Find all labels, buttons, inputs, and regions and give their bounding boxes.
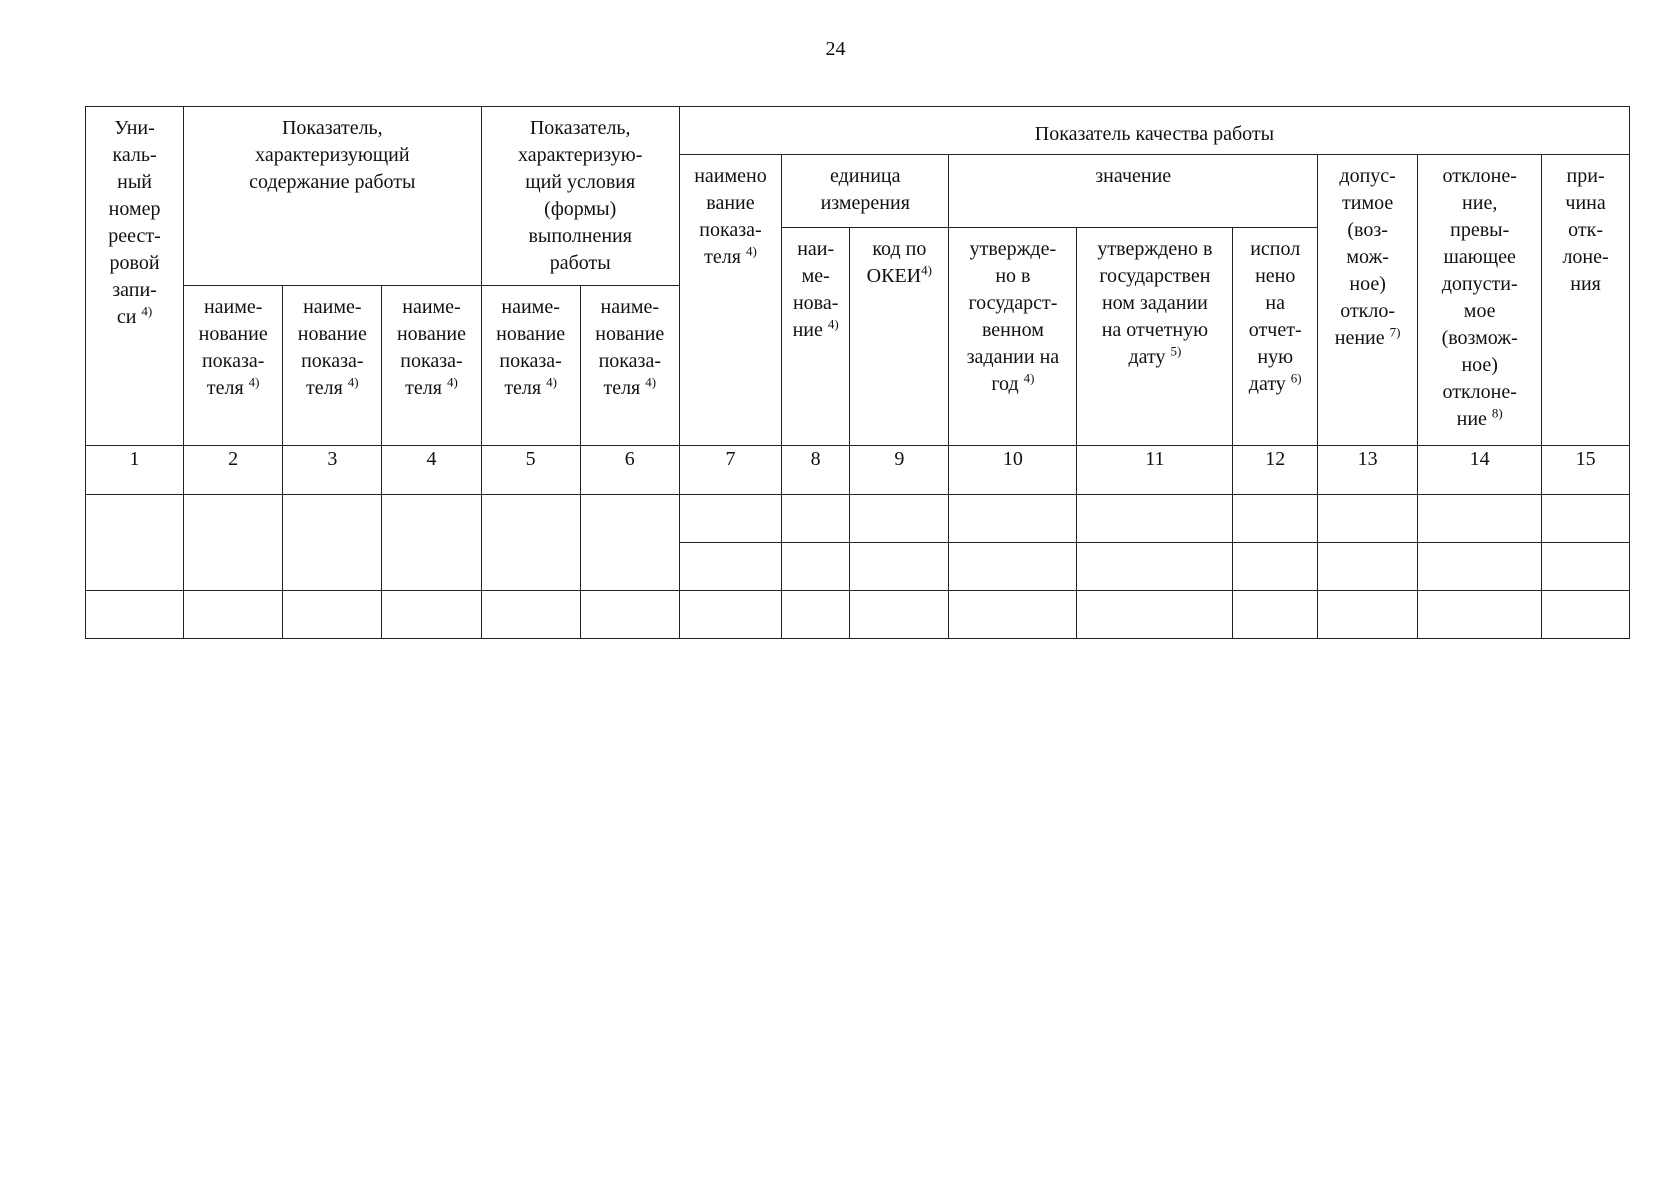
empty-cell — [782, 591, 850, 639]
column-number: 1 — [86, 446, 184, 495]
empty-cell — [481, 495, 580, 591]
column-number: 15 — [1542, 446, 1630, 495]
column-number: 6 — [580, 446, 679, 495]
empty-cell — [1418, 543, 1542, 591]
header-indicator-name: наиме- нование показа- теля $^{4)}$ — [382, 286, 481, 446]
empty-cell — [86, 591, 184, 639]
empty-cell — [782, 543, 850, 591]
empty-cell — [1542, 495, 1630, 543]
header-quality-name: наимено вание показа- теля $^{4)}$ — [679, 155, 781, 446]
empty-cell — [679, 543, 781, 591]
empty-cell — [1077, 543, 1233, 591]
empty-cell — [382, 591, 481, 639]
header-unique-number: Уни- каль- ный номер реест- ровой запи- си $^{4)}$ — [86, 107, 184, 446]
quality-indicator-table — [85, 106, 1630, 639]
header-indicator-name: наиме- нование показа- теля $^{4)}$ — [184, 286, 283, 446]
header-quality-indicator: Показатель качества работы — [679, 107, 1629, 155]
header-content-indicator: Показатель, характеризующий содержание работы — [184, 107, 481, 286]
column-number-row — [86, 446, 1630, 495]
header-okei-code: код по ОКЕИ$^{4)}$ — [850, 228, 949, 446]
column-number: 10 — [949, 446, 1077, 495]
header-indicator-name: наиме- нование показа- теля $^{4)}$ — [481, 286, 580, 446]
column-number: 13 — [1318, 446, 1418, 495]
table-row — [86, 591, 1630, 639]
header-unit-name: наи- ме- нова- ние $^{4)}$ — [782, 228, 850, 446]
column-number: 11 — [1077, 446, 1233, 495]
empty-cell — [850, 591, 949, 639]
empty-cell — [1318, 591, 1418, 639]
empty-cell — [1418, 591, 1542, 639]
empty-cell — [382, 495, 481, 591]
table-row — [86, 495, 1630, 543]
empty-cell — [1318, 495, 1418, 543]
empty-cell — [184, 591, 283, 639]
header-indicator-name: наиме- нование показа- теля $^{4)}$ — [283, 286, 382, 446]
header-indicator-name: наиме- нование показа- теля $^{4)}$ — [580, 286, 679, 446]
column-number: 3 — [283, 446, 382, 495]
empty-cell — [580, 591, 679, 639]
empty-cell — [1542, 543, 1630, 591]
empty-cell — [850, 495, 949, 543]
empty-cell — [283, 495, 382, 591]
column-number: 7 — [679, 446, 781, 495]
empty-cell — [949, 495, 1077, 543]
header-value: значение — [949, 155, 1318, 228]
empty-cell — [283, 591, 382, 639]
column-number: 4 — [382, 446, 481, 495]
empty-cell — [580, 495, 679, 591]
column-number: 5 — [481, 446, 580, 495]
empty-cell — [679, 495, 781, 543]
header-conditions-indicator: Показатель, характеризую- щий условия (формы) выполнения работы — [481, 107, 679, 286]
header-executed: испол нено на отчет- ную дату $^{6)}$ — [1233, 228, 1318, 446]
empty-cell — [850, 543, 949, 591]
empty-cell — [1077, 591, 1233, 639]
empty-cell — [1418, 495, 1542, 543]
empty-cell — [184, 495, 283, 591]
empty-cell — [481, 591, 580, 639]
column-number: 9 — [850, 446, 949, 495]
column-number: 2 — [184, 446, 283, 495]
empty-cell — [86, 495, 184, 591]
column-number: 8 — [782, 446, 850, 495]
empty-cell — [1077, 495, 1233, 543]
header-approved-date: утверждено в государствен ном задании на отчетную дату $^{5)}$ — [1077, 228, 1233, 446]
empty-cell — [1318, 543, 1418, 591]
empty-cell — [1233, 543, 1318, 591]
column-number: 14 — [1418, 446, 1542, 495]
empty-cell — [949, 591, 1077, 639]
header-deviation-reason: при- чина отк- лоне- ния — [1542, 155, 1630, 446]
page-number: 24 — [825, 38, 846, 60]
header-excess-deviation: отклоне- ние, превы- шающее допусти- мое (возмож- ное) отклоне- ние $^{8)}$ — [1418, 155, 1542, 446]
header-unit: единица измерения — [782, 155, 949, 228]
empty-cell — [1542, 591, 1630, 639]
empty-cell — [782, 495, 850, 543]
empty-cell — [1233, 495, 1318, 543]
empty-cell — [949, 543, 1077, 591]
header-approved-year: утвержде- но в государст- венном задании на год $^{4)}$ — [949, 228, 1077, 446]
empty-cell — [679, 591, 781, 639]
column-number: 12 — [1233, 446, 1318, 495]
empty-cell — [1233, 591, 1318, 639]
header-allowed-deviation: допус- тимое (воз- мож- ное) откло- нение $^{7)}$ — [1318, 155, 1418, 446]
